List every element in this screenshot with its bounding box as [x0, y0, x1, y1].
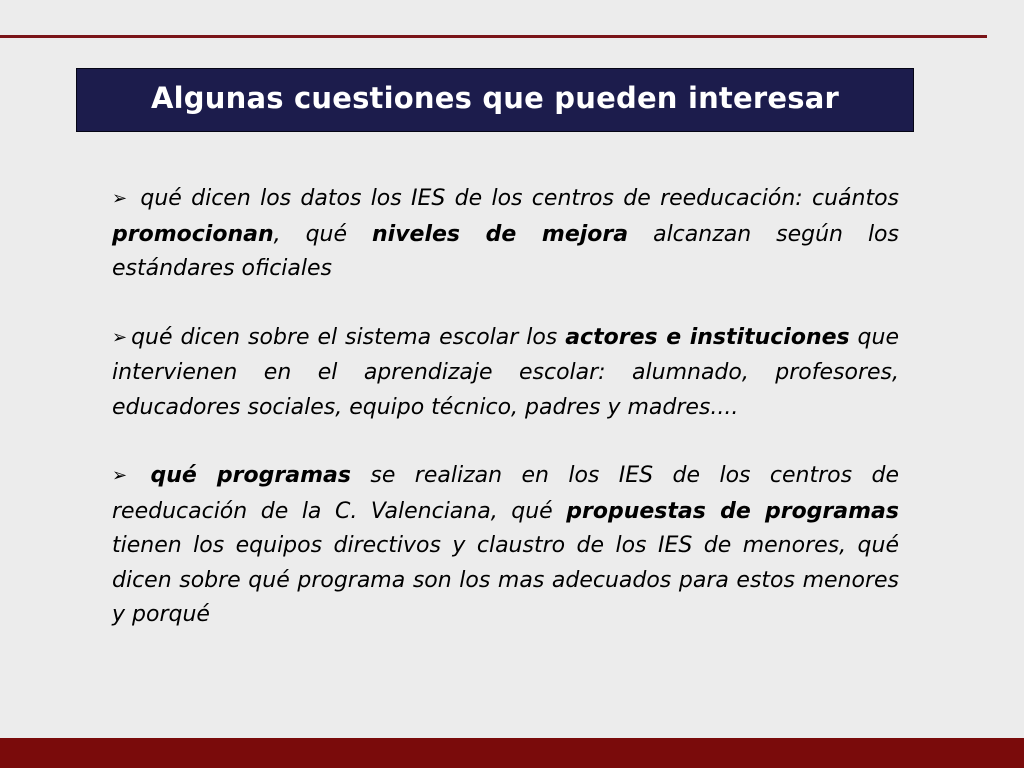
bullet-emphasis: propuestas de programas [566, 498, 899, 524]
bullet-item-actors [112, 321, 899, 426]
top-accent-rule [0, 35, 987, 38]
bullet-emphasis: actores e instituciones [565, 324, 850, 350]
bullet-text: qué dicen sobre el sistema escolar los [131, 324, 566, 350]
bullet-text: que intervienen en el aprendizaje escolar: alumnado, profesores, educadores sociales, equipo técnico, padres y madres.... [112, 324, 900, 420]
bullet-text: tienen los equipos directivos y claustro de los IES de menores, qué dicen sobre qué programa son los mas adecuados para estos menores y porqué [112, 533, 899, 627]
bullet-list [112, 182, 899, 667]
bullet-emphasis: niveles de mejora [371, 221, 629, 247]
bullet-text [131, 463, 150, 488]
arrow-bullet-icon: ➢ [112, 465, 128, 486]
bullet-emphasis: qué programas [150, 463, 351, 488]
slide-title: Algunas cuestiones que pueden interesar [151, 81, 839, 115]
bullet-text: , qué [273, 221, 372, 247]
bullet-text: alcanzan según los estándares oficiales [112, 221, 899, 281]
arrow-bullet-icon: ➢ [112, 188, 128, 209]
arrow-bullet-icon: ➢ [112, 326, 128, 348]
title-banner [76, 68, 914, 132]
bullet-item-programs [112, 459, 899, 633]
bullet-text: se realizan en los IES de los centros de reeducación de la C. Valenciana, qué [112, 463, 899, 524]
bullet-item-data [112, 182, 899, 287]
bullet-text: qué dicen los datos los IES de los centros de reeducación: cuántos [131, 186, 899, 211]
bottom-accent-band [0, 738, 1024, 768]
bullet-emphasis: promocionan [112, 221, 274, 247]
